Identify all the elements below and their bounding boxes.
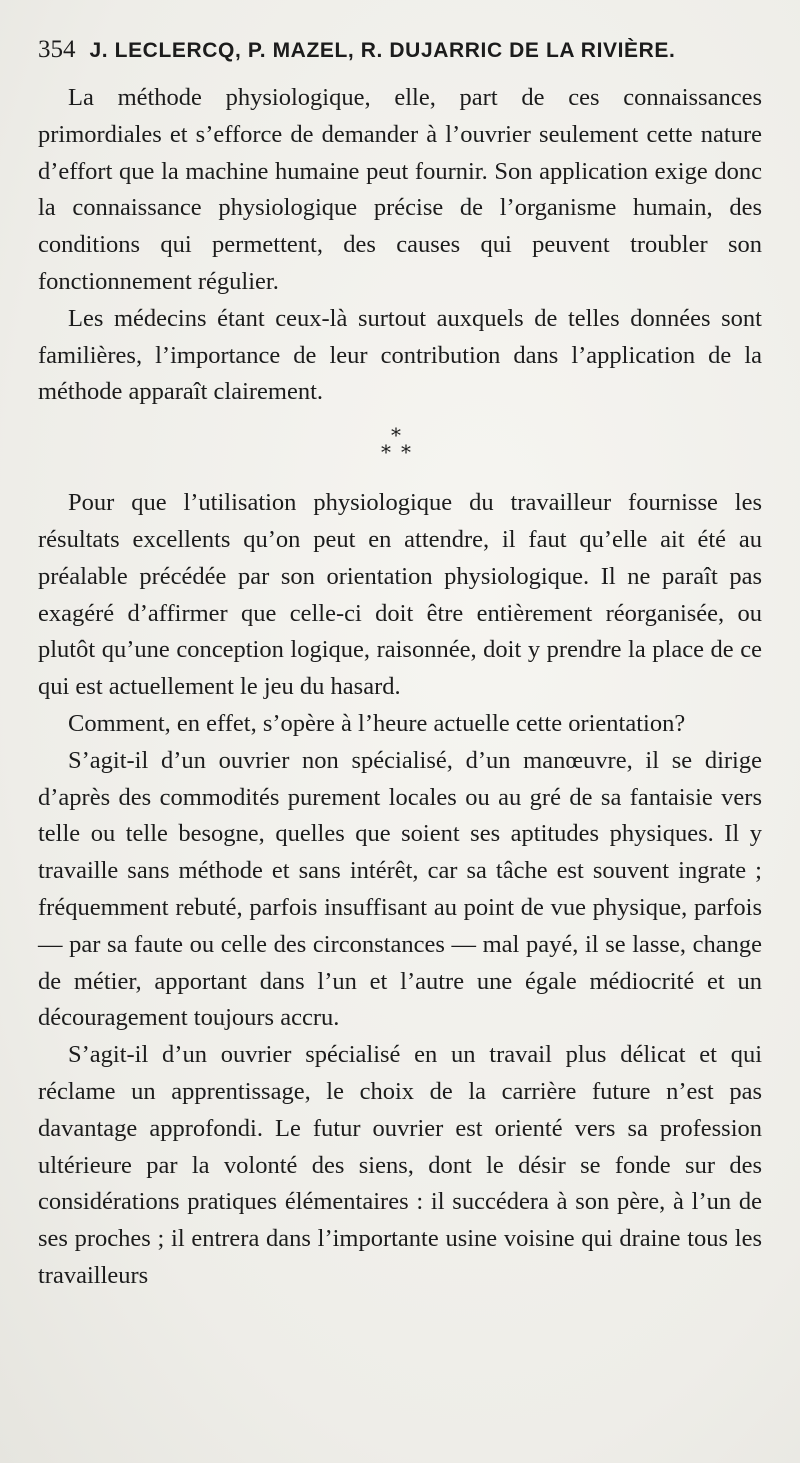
asterism-star-top: *: [391, 423, 401, 448]
running-head: [38, 36, 762, 80]
paragraph-question: Comment, en effet, s’opère à l’heure actuelle cette orientation?: [68, 709, 686, 737]
asterism-star-right: *: [401, 440, 411, 465]
paragraph-physicians-role: Les médecins étant ceux-là surtout auxquels de telles données sont familières, l’importance de leur contribution dans l’application de la méthode apparaît clairement.: [38, 304, 762, 406]
paragraph-physiological-method: La méthode physiologique, elle, part de ces connaissances primordiales et s’efforce de demander à l’ouvrier seulement cette nature d’effort que la machine humaine peut fournir. Son application exige donc la connaissance physiologique précise de l’organisme humain, des conditions qui permettent, des causes qui peuvent troubler son fonctionnement régulier.: [38, 84, 762, 295]
body-text: [38, 80, 762, 1295]
page-number: 354: [38, 36, 76, 63]
paragraph-unskilled-worker: S’agit-il d’un ouvrier non spécialisé, d’un manœuvre, il se dirige d’après des commodités purement locales ou au gré de sa fantaisie vers telle ou telle besogne, quelles que soient ses aptitudes physiques. Il y travaille sans méthode et sans intérêt, car sa tâche est souvent ingrate ; fréquemment rebuté, parfois insuffisant au point de vue physique, parfois — par sa faute ou celle des circonstances — mal payé, il se lasse, change de métier, apportant dans l’un et l’autre une égale médiocrité et un découragement toujours accru.: [38, 746, 762, 1032]
paragraph-skilled-worker: S’agit-il d’un ouvrier spécialisé en un travail plus délicat et qui réclame un apprentissage, le choix de la carrière future n’est pas davantage approfondi. Le futur ouvrier est orienté vers sa profession ultérieure par la volonté des siens, dont le désir se fonde sur des considérations pratiques élémentaires : il succédera à son père, à l’un de ses proches ; il entrera dans l’importante usine voisine qui draine tous les travailleurs: [38, 1041, 762, 1289]
section-break-asterism: [38, 415, 762, 485]
paragraph-orientation: Pour que l’utilisation physiologique du travailleur fournisse les résultats excellents qu’on peut en attendre, il faut qu’elle ait été au préalable précédée par son orientation physiologique. Il ne paraît pas exagéré d’affirmer que celle-ci doit être entièrement réorganisée, ou plutôt qu’une conception logique, raisonnée, doit y prendre la place de ce qui est actuellement le jeu du hasard.: [38, 489, 762, 701]
running-head-authors: J. LECLERCQ, P. MAZEL, R. DUJARRIC DE LA RIVIÈRE.: [89, 39, 676, 62]
asterism-star-left: *: [381, 440, 391, 465]
